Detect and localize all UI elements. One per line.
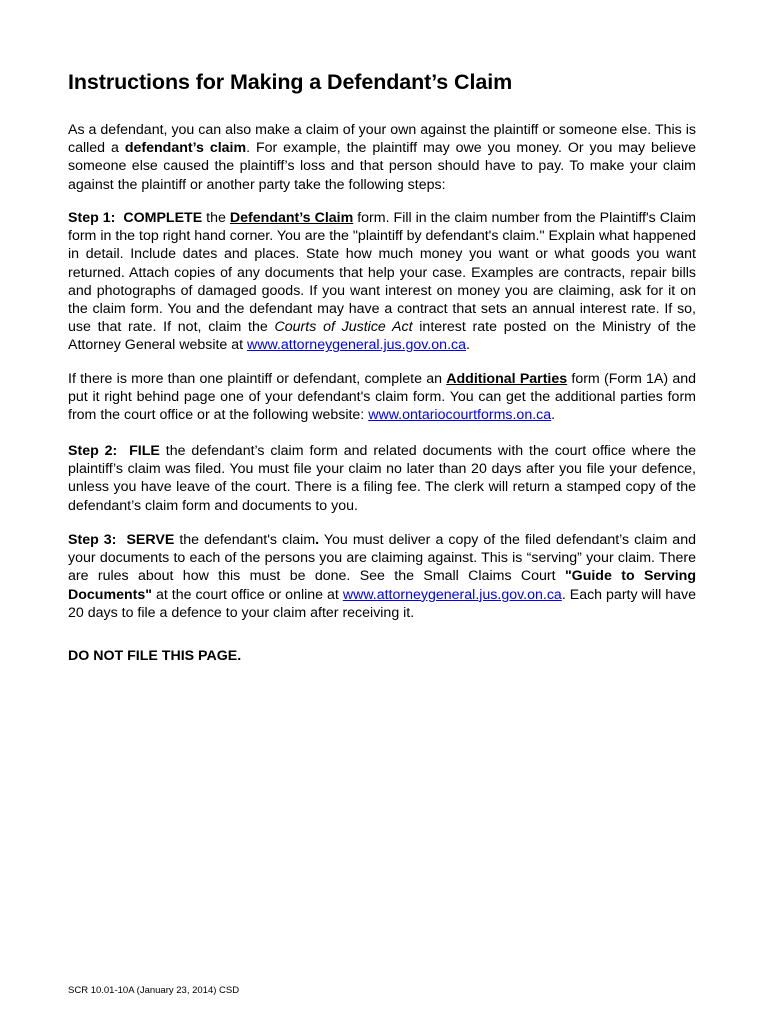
step-3-period: . [315,532,320,548]
step-1-text-1: the [202,210,230,226]
additional-parties-paragraph [68,370,696,425]
step-3-text-5: . Each party will have 20 days to file a defence to your claim after receiving it. [68,586,696,621]
additional-text-3: . [551,407,556,424]
do-not-file-notice: DO NOT FILE THIS PAGE. [68,648,242,664]
step-3-text-3: You must deliver a copy of the filed defendant’s claim and your documents to each of the persons you are claiming against. This is “serving” your claim. There are rules about how this must be done. See the Small Claims Court [68,532,696,585]
form-footer-code: SCR 10.01-10A (January 23, 2014) CSD [68,985,240,996]
guide-to-serving-documents: "Guide to Serving Documents" [68,568,696,603]
step-3-text-1: the defendant's claim [174,532,316,548]
step-3-action: SERVE [126,532,175,548]
intro-text-2: . For example, the plaintiff may owe you money. Or you may believe someone else caused the plaintiff’s loss and that person should have to pay. To make your claim against the plaintiff or another party take the following steps: [68,140,696,193]
step-3-label: Step 3: [68,532,117,548]
intro-defendants-claim-term: defendant’s claim [124,140,247,157]
additional-text-2: form (Form 1A) and put it right behind page one of your defendant's claim form. You can get the additional parties form from the court office or at the following website: [68,371,696,424]
step-1-text-2: form. Fill in the claim number from the Plaintiff's Claim form in the top right hand corner. You are the "plaintiff by defendant's claim." Explain what happened in detail. Include dates and places. State how much money you want or what goods you want returned. Attach copies of any documents that help your case. Examples are contracts, repair bills and photographs of damaged goods. If you want interest on money you are claiming, ask for it on the claim form. You and the defendant may have a contract that sets an annual interest rate. If so, use that rate. If not, claim the [68,210,697,336]
step-2-text: the defendant’s claim form and related documents with the court office where the plaintiff’s claim was filed. You must file your claim no later than 20 days after you file your defence, unless you have leave of the court. There is a filing fee. The clerk will return a stamped copy of the defendant’s claim form and documents to you. [68,443,696,514]
courts-of-justice-act: Courts of Justice Act [274,319,413,336]
attorney-general-link[interactable]: www.attorneygeneral.jus.gov.on.ca [247,337,466,354]
intro-text-1: As a defendant, you can also make a claim of your own against the plaintiff or someone else. This is called a [68,122,696,157]
additional-parties-form-name: Additional Parties [446,371,568,387]
defendants-claim-form-name: Defendant’s Claim [229,210,354,226]
step-3-text-4: at the court office or online at [151,586,343,603]
step-1-action: COMPLETE [123,210,203,226]
ontario-court-forms-link[interactable]: www.ontariocourtforms.on.ca [368,407,552,424]
step-3-paragraph [68,531,696,622]
step-1-text-4: . [466,337,470,354]
step-1-paragraph [68,209,696,355]
page-title: Instructions for Making a Defendant’s Claim [68,70,513,94]
step-1-label: Step 1: [68,210,116,226]
step-2-action: FILE [129,443,160,459]
attorney-general-link-2[interactable]: www.attorneygeneral.jus.gov.on.ca [342,586,562,603]
intro-paragraph [68,121,696,194]
step-2-paragraph [68,442,696,515]
step-1-text-3: interest rate posted on the Ministry of the Attorney General website at [68,319,696,354]
step-2-label: Step 2: [68,443,118,459]
additional-text-1: If there is more than one plaintiff or defendant, complete an [68,371,447,387]
